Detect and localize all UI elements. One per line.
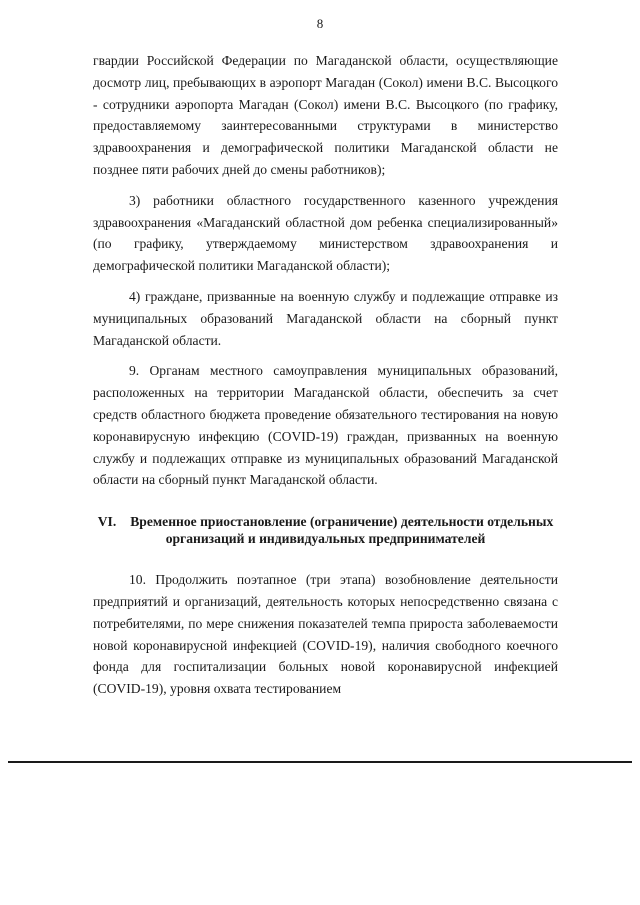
paragraph-continuation: гвардии Российской Федерации по Магаданской области, осуществляющие досмотр лиц, пребывающих в аэропорт Магадан (Сокол) имени В.С. Высоцкого - сотрудники аэропорта Магадан (Сокол) имени В.С. Высоцкого (по графику, предоставляемому заинтересованными структурами в министерство здравоохранения и демографической политики Магаданской области не позднее пяти рабочих дней до смены работников); [93, 53, 558, 177]
section-title: Временное приостановление (ограничение) деятельности отдельных организаций и индивидуальных предпринимателей [130, 514, 554, 547]
section-heading [93, 513, 558, 547]
page-number: 8 [316, 16, 324, 31]
section-number: VI. [97, 514, 117, 530]
page-divider [8, 761, 632, 763]
paragraph-clause-9: 9. Органам местного самоуправления муниципальных образований, расположенных на территории Магаданской области, обеспечить за счет средств областного бюджета проведение обязательного тестирования на новую коронавирусную инфекцию (COVID-19) граждан, призванных на военную службу и подлежащих отправке из муниципальных образований Магаданской области на сборный пункт Магаданской области. [93, 363, 558, 488]
paragraph-item-4: 4) граждане, призванные на военную службу и подлежащие отправке из муниципальных образований Магаданской области на сборный пункт Магаданской области. [93, 288, 558, 348]
paragraph-item-3: 3) работники областного государственного казенного учреждения здравоохранения «Магаданский областной дом ребенка специализированный» (по графику, утверждаемому министерством здравоохранения и демографической политики Магаданской области); [93, 192, 558, 274]
paragraph-clause-10: 10. Продолжить поэтапное (три этапа) возобновление деятельности предприятий и организаций, деятельность которых непосредственно связана с потребителями, по мере снижения показателей темпа прироста заболеваемости новой коронавирусной инфекцией (COVID-19), наличия свободного коечного фонда для госпитализации больных новой коронавирусной инфекцией (COVID-19), уровня охвата тестированием [93, 572, 558, 697]
document-body [93, 50, 558, 700]
